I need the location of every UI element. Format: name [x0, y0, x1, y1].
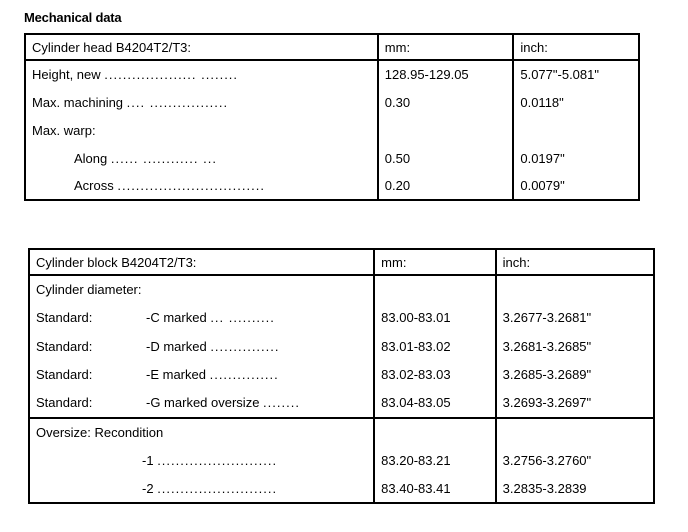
mm-value: 0.50	[378, 144, 514, 172]
inch-value: 0.0118"	[520, 94, 564, 110]
cylinder-block-table	[28, 248, 655, 504]
row-label: Standard:	[36, 338, 93, 354]
leader-dots: .................... ........	[104, 67, 239, 82]
row-mark: -E marked	[146, 367, 206, 383]
row-mark: -G marked oversize	[146, 395, 260, 411]
table-row	[29, 418, 654, 447]
leader-dots: ................................	[117, 178, 265, 193]
oversize-label: Oversize: Recondition	[29, 418, 374, 447]
table-row	[29, 332, 654, 361]
inch-value: 0.0197"	[520, 150, 565, 166]
row-label: Standard:	[36, 367, 93, 383]
mm-value: 83.01-83.02	[374, 332, 496, 361]
inch-value: 3.2693-3.2697"	[502, 395, 592, 411]
inch-column-header: inch:	[496, 249, 654, 275]
inch-value: 3.2685-3.2689"	[502, 367, 592, 383]
row-mark: -1	[142, 452, 154, 468]
row-label: Standard:	[36, 310, 93, 326]
leader-dots: ..........................	[157, 480, 278, 496]
leader-dots: ..........................	[157, 452, 278, 468]
leader-dots: ... ..........	[210, 310, 275, 326]
table-row	[29, 275, 654, 304]
table-row	[29, 361, 654, 390]
row-label: Max. machining	[32, 94, 124, 110]
mm-value	[378, 116, 514, 144]
row-label: Along	[74, 150, 108, 166]
row-mark: -2	[142, 480, 154, 496]
inch-value: 5.077"-5.081"	[520, 67, 599, 82]
inch-column-header: inch:	[513, 34, 639, 60]
table-header-row	[29, 249, 654, 275]
table-row	[29, 304, 654, 333]
mm-value: 0.30	[378, 88, 514, 116]
row-label: Standard:	[36, 395, 93, 411]
mm-value: 83.20-83.21	[374, 446, 496, 475]
inch-value: 3.2835-3.2839	[502, 480, 587, 496]
mm-column-header: mm:	[374, 249, 496, 275]
table-row	[29, 446, 654, 475]
row-mark: -D marked	[146, 338, 207, 354]
inch-value: 3.2681-3.2685"	[502, 338, 592, 354]
leader-dots: .... .................	[126, 94, 229, 110]
table-row	[25, 172, 639, 200]
table-row	[29, 389, 654, 418]
cylinder-head-table	[24, 33, 640, 201]
cylinder-block-title: Cylinder block B4204T2/T3:	[29, 249, 374, 275]
cylinder-head-title: Cylinder head B4204T2/T3:	[25, 34, 378, 60]
table-row	[25, 88, 639, 116]
table-row	[29, 475, 654, 504]
inch-value: 0.0079"	[520, 178, 565, 193]
table-row	[25, 144, 639, 172]
inch-value	[513, 116, 639, 144]
row-label: Across	[74, 178, 114, 193]
inch-value: 3.2756-3.2760"	[502, 452, 592, 468]
section-heading: Mechanical data	[24, 10, 122, 25]
mm-value: 83.04-83.05	[374, 389, 496, 418]
mm-value: 0.20	[378, 172, 514, 200]
leader-dots: ...... ............ ...	[110, 150, 217, 166]
leader-dots: ...............	[209, 367, 279, 383]
inch-value: 3.2677-3.2681"	[502, 310, 592, 326]
row-label: Max. warp:	[32, 122, 96, 138]
leader-dots: ...............	[210, 338, 280, 354]
mm-column-header: mm:	[378, 34, 514, 60]
table-header-row	[25, 34, 639, 60]
row-label: Height, new	[32, 67, 101, 82]
mm-value: 83.00-83.01	[374, 304, 496, 333]
mm-value: 128.95-129.05	[378, 60, 514, 88]
leader-dots: ........	[263, 395, 300, 411]
table-row	[25, 60, 639, 88]
table-row	[25, 116, 639, 144]
mm-value: 83.40-83.41	[374, 475, 496, 504]
mm-value: 83.02-83.03	[374, 361, 496, 390]
cylinder-diameter-label: Cylinder diameter:	[29, 275, 374, 304]
row-mark: -C marked	[146, 310, 207, 326]
